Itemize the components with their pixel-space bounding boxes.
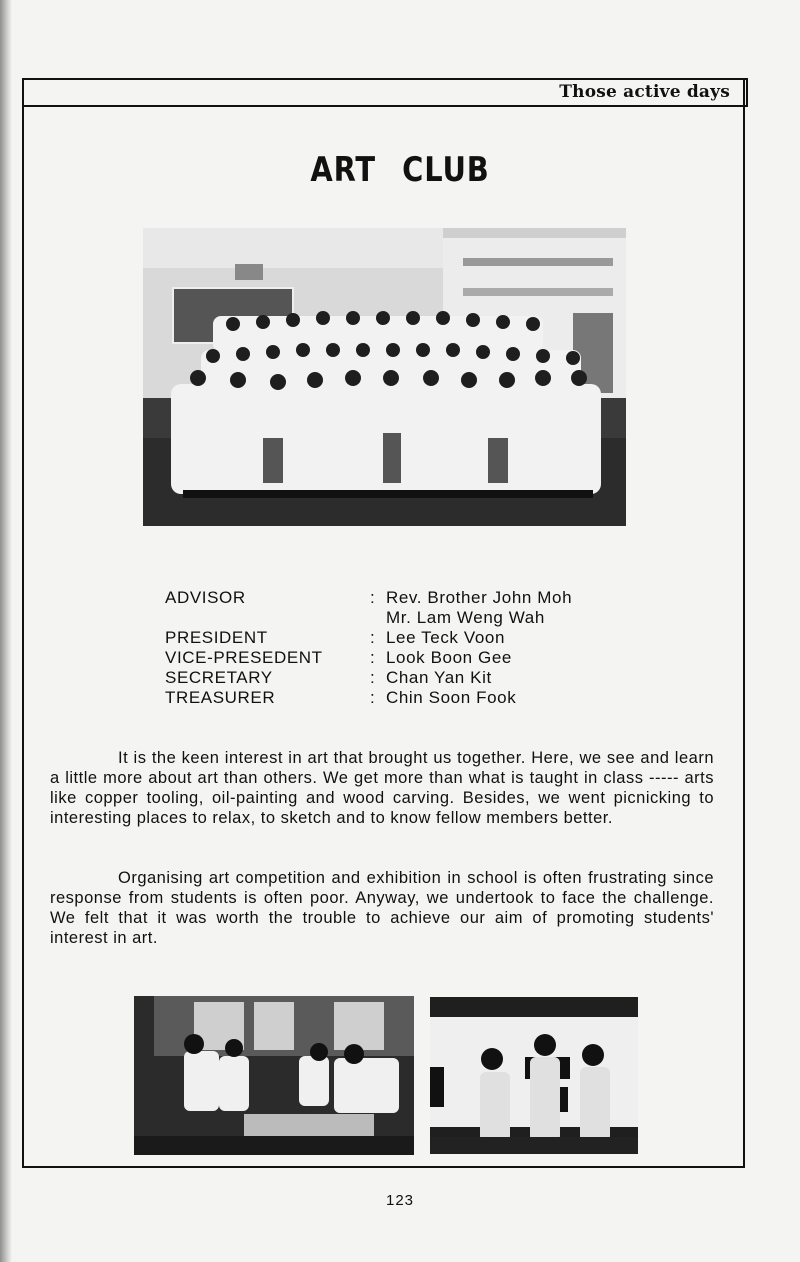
colon: : [370,628,376,647]
officers-list [165,588,572,708]
activity-photo-exhibition [134,996,414,1155]
colon: : [370,588,376,607]
officer-role: PRESIDENT [165,628,268,647]
colon: : [370,668,376,687]
page-number: 123 [385,1192,415,1209]
officer-name: Look Boon Gee [386,648,512,667]
body-paragraph-2: Organising art competition and exhibition in school is often frustrating since response from students is often poor. Anyway, we undertook to face the challenge. We felt that it was worth the trouble to achieve our aim of promoting students' interest in art. [50,868,714,948]
colon: : [370,648,376,667]
page-title: ART CLUB [310,150,490,190]
officer-role: SECRETARY [165,668,273,687]
officer-name: Mr. Lam Weng Wah [386,608,545,627]
officer-row-president [165,628,572,648]
activity-photo-banner [430,997,638,1154]
body-paragraph-1: It is the keen interest in art that brought us together. Here, we see and learn a little more about art than others. We get more than what is taught in class ----- arts like copper tooling, oil-painting and wood carving. Besides, we went picnicking to interesting places to relax, to sketch and to know fellow members better. [50,748,714,828]
officer-row-advisor [165,588,572,628]
officer-row-vice-president [165,648,572,668]
officer-row-treasurer [165,688,572,708]
binding-shadow [0,0,12,1262]
section-title: Those active days [559,82,730,102]
officer-name: Rev. Brother John Moh [386,588,573,607]
header-bar [22,78,748,107]
officer-role: VICE-PRESEDENT [165,648,323,667]
colon: : [370,688,376,707]
officer-name: Chan Yan Kit [386,668,492,687]
officer-row-secretary [165,668,572,688]
officer-role: ADVISOR [165,588,246,607]
officer-name: Chin Soon Fook [386,688,517,707]
group-photo [143,228,626,526]
officer-role: TREASURER [165,688,276,707]
officer-name: Lee Teck Voon [386,628,506,647]
